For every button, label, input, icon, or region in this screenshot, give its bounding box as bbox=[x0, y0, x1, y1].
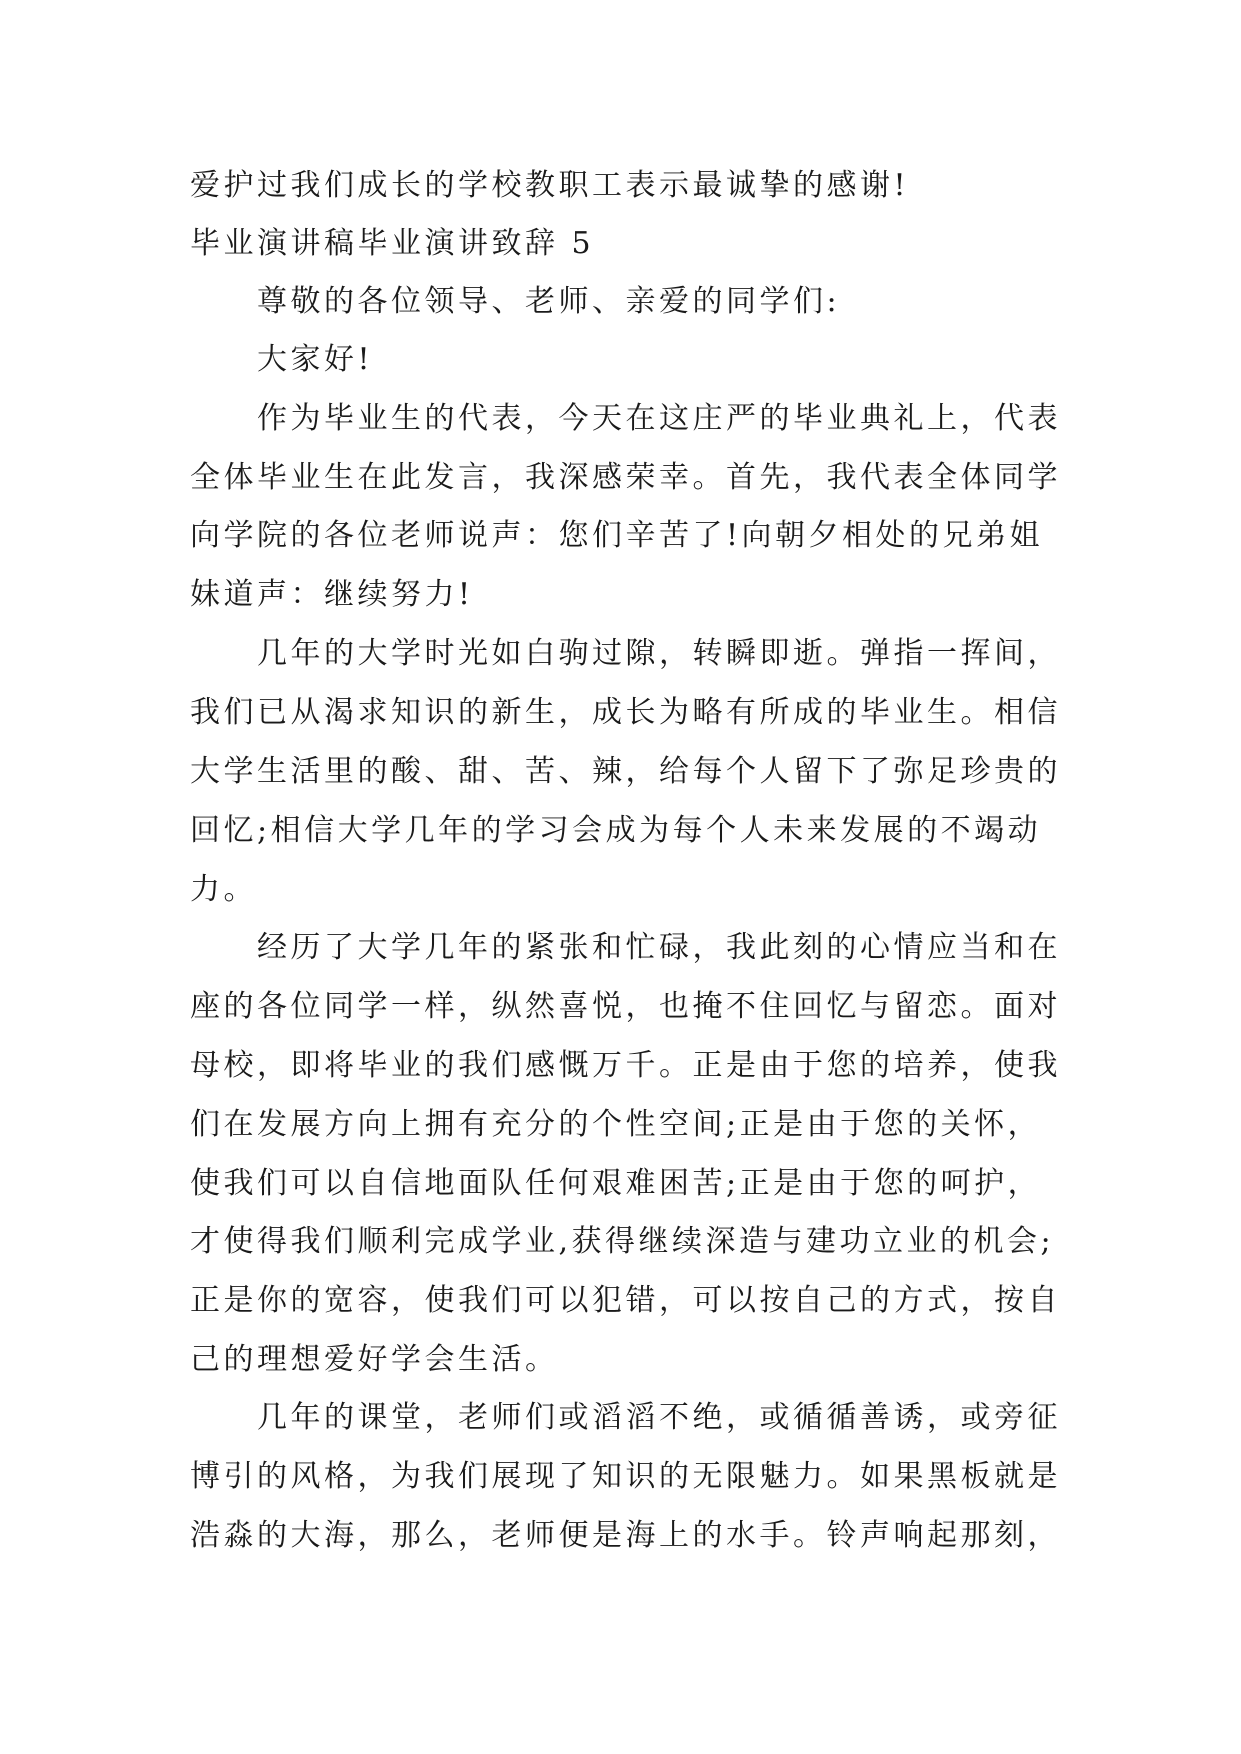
text-line: 妹道声：继续努力! bbox=[190, 577, 474, 612]
salutation: 尊敬的各位领导、老师、亲爱的同学们: bbox=[257, 284, 841, 319]
text-line: 几年的课堂，老师们或滔滔不绝，或循循善诱，或旁征 bbox=[257, 1400, 1061, 1435]
text-line: 浩淼的大海，那么，老师便是海上的水手。铃声响起那刻， bbox=[190, 1518, 1061, 1553]
text-line: 经历了大学几年的紧张和忙碌，我此刻的心情应当和在 bbox=[257, 930, 1061, 965]
text-line: 几年的大学时光如白驹过隙，转瞬即逝。弹指一挥间， bbox=[257, 636, 1061, 671]
text-line: 全体毕业生在此发言，我深感荣幸。首先，我代表全体同学 bbox=[190, 460, 1061, 495]
text-line: 向学院的各位老师说声：您们辛苦了!向朝夕相处的兄弟姐 bbox=[190, 518, 1044, 553]
text-line: 爱护过我们成长的学校教职工表示最诚挚的感谢! bbox=[190, 168, 910, 203]
text-line: 们在发展方向上拥有充分的个性空间;正是由于您的关怀， bbox=[190, 1107, 1042, 1142]
text-line: 回忆;相信大学几年的学习会成为每个人未来发展的不竭动 bbox=[190, 813, 1042, 848]
text-line: 己的理想爱好学会生活。 bbox=[190, 1342, 559, 1377]
text-line: 座的各位同学一样，纵然喜悦，也掩不住回忆与留恋。面对 bbox=[190, 989, 1061, 1024]
text-line: 大学生活里的酸、甜、苦、辣，给每个人留下了弥足珍贵的 bbox=[190, 754, 1061, 789]
text-line: 才使得我们顺利完成学业,获得继续深造与建功立业的机会; bbox=[190, 1224, 1055, 1259]
text-line: 正是你的宽容，使我们可以犯错，可以按自己的方式，按自 bbox=[190, 1283, 1061, 1318]
text-line: 力。 bbox=[190, 872, 257, 907]
text-line: 母校，即将毕业的我们感慨万千。正是由于您的培养，使我 bbox=[190, 1048, 1061, 1083]
text-line: 使我们可以自信地面队任何艰难困苦;正是由于您的呵护， bbox=[190, 1166, 1042, 1201]
text-line: 作为毕业生的代表，今天在这庄严的毕业典礼上，代表 bbox=[257, 401, 1061, 436]
section-heading: 毕业演讲稿毕业演讲致辞 5 bbox=[190, 226, 595, 261]
text-line: 我们已从渴求知识的新生，成长为略有所成的毕业生。相信 bbox=[190, 695, 1061, 730]
greeting: 大家好! bbox=[257, 342, 374, 377]
text-line: 博引的风格，为我们展现了知识的无限魅力。如果黑板就是 bbox=[190, 1459, 1061, 1494]
